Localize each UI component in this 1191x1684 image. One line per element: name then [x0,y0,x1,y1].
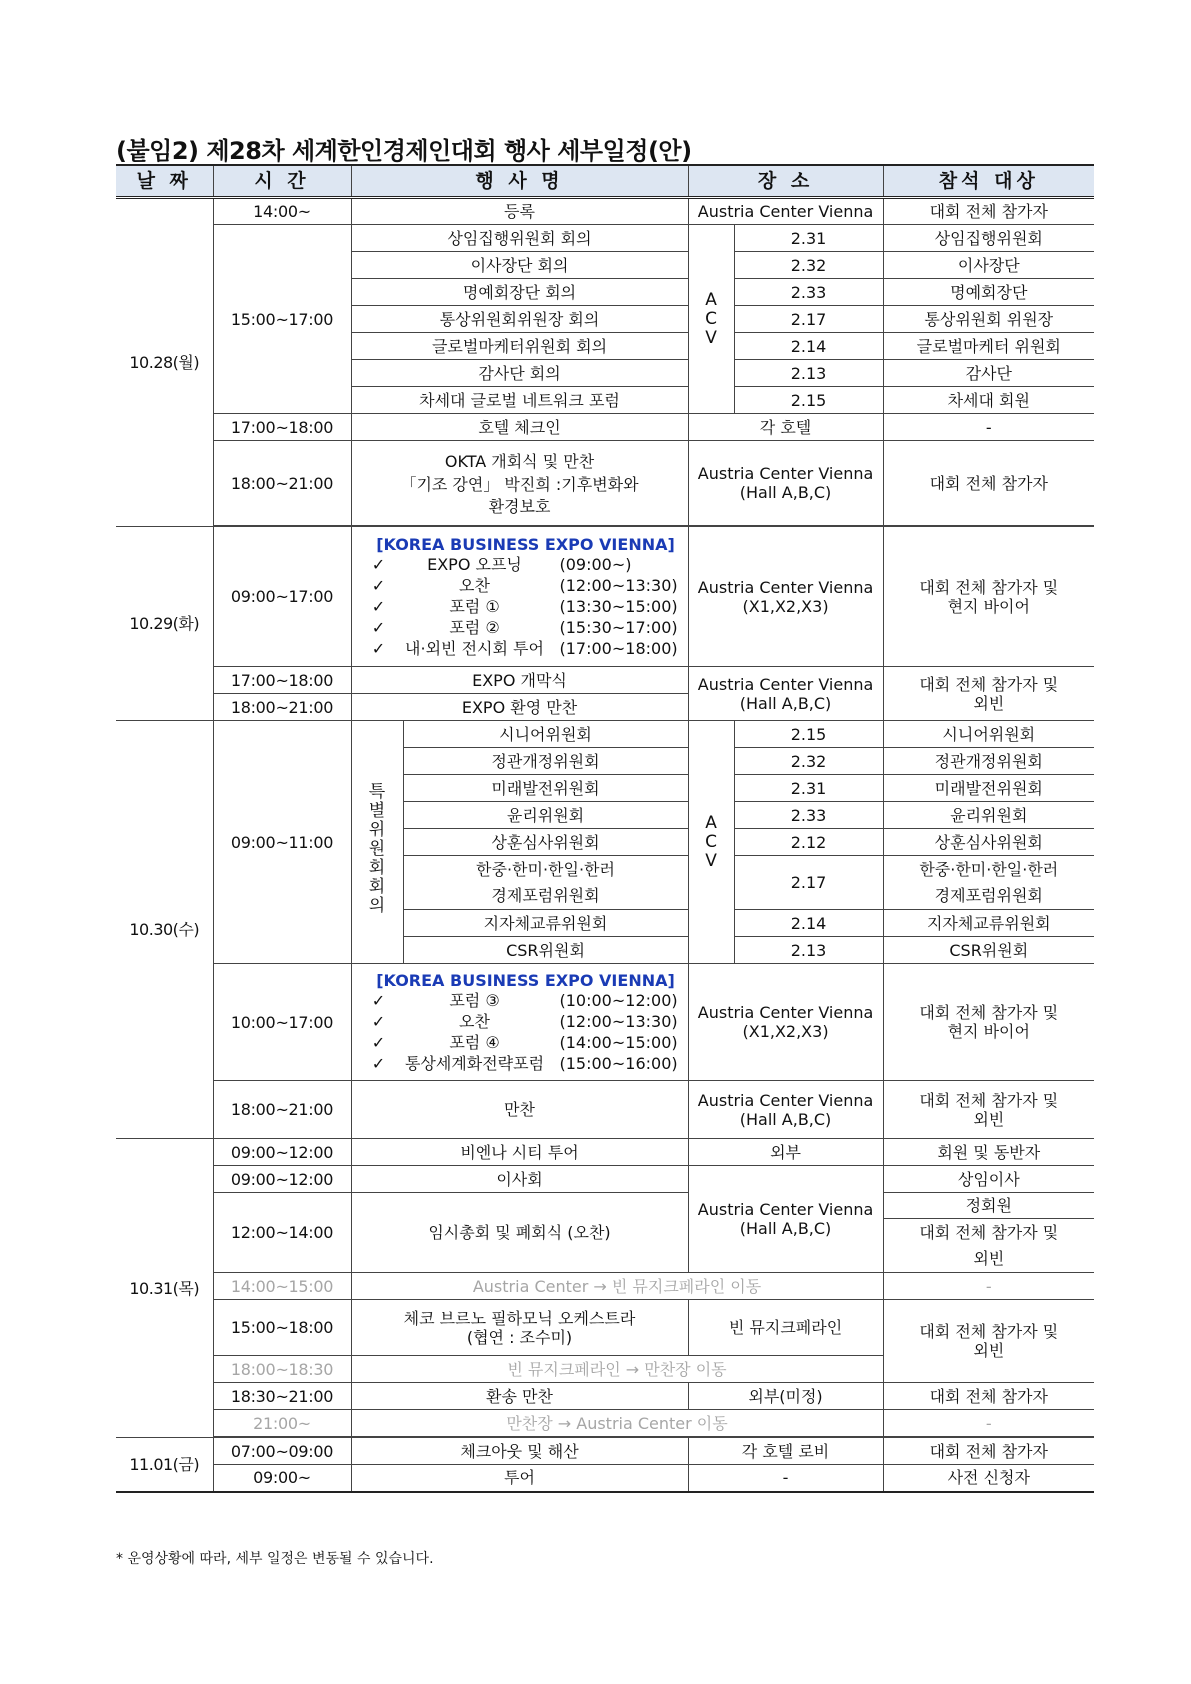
check-icon: ✓ [371,990,386,1010]
check-icon: ✓ [371,1011,386,1031]
room-cell: 2.12 [734,829,883,856]
time-cell: 21:00~ [213,1410,351,1437]
expo-item: ✓ 통상세계화전략포럼 (15:00~16:00) [368,1053,684,1074]
table-row [116,441,1094,526]
place-cell: 각 호텔 로비 [688,1438,883,1465]
place-line: Austria Center Vienna [697,464,874,483]
target-cell: 지자체교류위원회 [883,910,1094,937]
target-cell: 경제포럼위원회 [883,883,1094,910]
target-cell: 이사장단 [883,252,1094,279]
table-row [116,1438,1094,1465]
event-cell: 한중·한미·한일·한러 [403,856,688,883]
table-row [116,1081,1094,1139]
target-cell: 사전 신청자 [883,1465,1094,1492]
event-cell: 상훈심사위원회 [403,829,688,856]
place-cell [688,441,883,526]
target-cell: 상임이사 [883,1166,1094,1193]
event-cell: 빈 뮤지크페라인 → 만찬장 이동 [351,1356,883,1383]
expo-item: ✓ 오찬 (12:00~13:30) [368,575,684,596]
event-cell: 이사장단 회의 [351,252,688,279]
expo-item: ✓ 오찬 (12:00~13:30) [368,1011,684,1032]
event-cell: Austria Center → 빈 뮤지크페라인 이동 [351,1273,883,1300]
expo-program-cell [351,964,688,1081]
event-line: OKTA 개회식 및 만찬 [444,451,595,471]
target-cell: CSR위원회 [883,937,1094,964]
room-cell: 2.13 [734,360,883,387]
page-title: (붙임2) 제28차 세계한인경제인대회 행사 세부일정(안) [116,137,692,165]
time-cell: 18:00~18:30 [213,1356,351,1383]
place-cell: 외부 [688,1139,883,1166]
event-line: 「기조 강연」 박진희 :기후변화와 [400,474,639,494]
time-cell: 07:00~09:00 [213,1438,351,1465]
time-cell: 12:00~14:00 [213,1193,351,1273]
event-cell: 감사단 회의 [351,360,688,387]
event-cell: CSR위원회 [403,937,688,964]
event-cell: 차세대 글로벌 네트워크 포럼 [351,387,688,414]
table-row [116,527,1094,667]
expo-heading: [KOREA BUSINESS EXPO VIENNA] [376,970,675,990]
room-cell: 2.33 [734,802,883,829]
table-row [116,198,1094,225]
room-cell: 2.14 [734,333,883,360]
event-cell: 미래발전위원회 [403,775,688,802]
target-cell: 대회 전체 참가자 [883,198,1094,225]
time-cell: 18:00~21:00 [213,1081,351,1139]
target-cell: 통상위원회 위원장 [883,306,1094,333]
target-cell: 한중·한미·한일·한러 [883,856,1094,883]
time-cell: 09:00~17:00 [213,527,351,667]
time-cell: 17:00~18:00 [213,667,351,694]
table-row [116,225,1094,252]
room-cell: 2.15 [734,721,883,748]
table-row [116,1273,1094,1300]
room-cell: 2.14 [734,910,883,937]
table-row [116,1383,1094,1410]
place-cell: Austria Center Vienna (Hall A,B,C) [688,1081,883,1139]
event-cell: 만찬 [351,1081,688,1139]
time-cell: 18:00~21:00 [213,694,351,721]
event-cell: 상임집행위원회 회의 [351,225,688,252]
room-cell: 2.15 [734,387,883,414]
room-cell: 2.32 [734,748,883,775]
header-date: 날 짜 [116,165,213,198]
target-cell: 대회 전체 참가자 [883,1383,1094,1410]
room-cell: 2.17 [734,306,883,333]
event-cell: 지자체교류위원회 [403,910,688,937]
check-icon: ✓ [371,617,386,637]
date-cell: 11.01(금) [116,1438,213,1492]
time-cell: 17:00~18:00 [213,414,351,441]
header-target: 참석 대상 [883,165,1094,198]
target-cell: 글로벌마케터 위원회 [883,333,1094,360]
event-cell: EXPO 개막식 [351,667,688,694]
special-committee-vertical-label: 특 별 위 원 회 회 의 [351,721,403,964]
table-row [116,414,1094,441]
venue-acv-label: A C V [688,721,734,964]
time-cell: 15:00~17:00 [213,225,351,414]
target-cell: 대회 전체 참가자 [883,441,1094,526]
header-row [116,165,1094,198]
room-cell: 2.17 [734,856,883,910]
time-cell: 14:00~ [213,198,351,225]
check-icon: ✓ [371,596,386,616]
place-cell: Austria Center Vienna [688,198,883,225]
expo-program-cell [351,527,688,667]
place-cell: Austria Center Vienna (X1,X2,X3) [688,527,883,667]
target-cell: 정관개정위원회 [883,748,1094,775]
target-cell: - [883,1410,1094,1437]
header-place: 장 소 [688,165,883,198]
expo-item: ✓ EXPO 오프닝 (09:00~) [368,554,684,575]
check-icon: ✓ [371,575,386,595]
check-icon: ✓ [371,554,386,574]
target-cell: - [883,1273,1094,1300]
date-cell: 10.28(월) [116,198,213,527]
place-cell: 각 호텔 [688,414,883,441]
room-cell: 2.13 [734,937,883,964]
expo-item: ✓ 내·외빈 전시회 투어 (17:00~18:00) [368,638,684,659]
target-cell: 대회 전체 참가자 및 외빈 [883,667,1094,721]
room-cell: 2.33 [734,279,883,306]
target-cell: 대회 전체 참가자 및 외빈 [883,1081,1094,1139]
table-row [116,1300,1094,1356]
expo-item: ✓ 포럼 ③ (10:00~12:00) [368,990,684,1011]
expo-item: ✓ 포럼 ④ (14:00~15:00) [368,1032,684,1053]
expo-item: ✓ 포럼 ① (13:30~15:00) [368,596,684,617]
target-cell: 감사단 [883,360,1094,387]
target-cell: 대회 전체 참가자 및 현지 바이어 [883,527,1094,667]
event-cell: 통상위원회위원장 회의 [351,306,688,333]
room-cell: 2.31 [734,775,883,802]
target-cell: 외빈 [883,1246,1094,1273]
place-line: (Hall A,B,C) [739,483,832,502]
date-cell: 10.31(목) [116,1139,213,1438]
target-cell: 대회 전체 참가자 및 [883,1219,1094,1246]
expo-heading: [KOREA BUSINESS EXPO VIENNA] [376,534,675,554]
event-cell: 호텔 체크인 [351,414,688,441]
event-cell: 체코 브르노 필하모닉 오케스트라 (협연 : 조수미) [351,1300,688,1356]
event-cell: 투어 [351,1465,688,1492]
target-cell: 정회원 [883,1193,1094,1219]
check-icon: ✓ [371,1032,386,1052]
table-row [116,721,1094,748]
time-cell: 09:00~12:00 [213,1166,351,1193]
room-cell: 2.32 [734,252,883,279]
event-cell: 등록 [351,198,688,225]
target-cell: 미래발전위원회 [883,775,1094,802]
schedule-table [116,164,1094,1493]
date-cell: 10.30(수) [116,721,213,1139]
event-cell: EXPO 환영 만찬 [351,694,688,721]
check-icon: ✓ [371,1053,386,1073]
place-cell: Austria Center Vienna (Hall A,B,C) [688,1166,883,1273]
event-cell: 윤리위원회 [403,802,688,829]
header-event: 행 사 명 [351,165,688,198]
time-cell: 09:00~12:00 [213,1139,351,1166]
event-cell: 경제포럼위원회 [403,883,688,910]
target-cell: 회원 및 동반자 [883,1139,1094,1166]
table-row [116,1193,1094,1219]
target-cell: 시니어위원회 [883,721,1094,748]
header-time: 시 간 [213,165,351,198]
time-cell: 14:00~15:00 [213,1273,351,1300]
table-row [116,1465,1094,1492]
event-cell: 체크아웃 및 해산 [351,1438,688,1465]
target-cell: 명예회장단 [883,279,1094,306]
place-cell: Austria Center Vienna (Hall A,B,C) [688,667,883,721]
place-cell: - [688,1465,883,1492]
event-cell [351,441,688,526]
event-cell: 이사회 [351,1166,688,1193]
time-cell: 09:00~ [213,1465,351,1492]
room-cell: 2.31 [734,225,883,252]
target-cell: 대회 전체 참가자 [883,1438,1094,1465]
target-cell: 차세대 회원 [883,387,1094,414]
time-cell: 18:30~21:00 [213,1383,351,1410]
target-cell: 대회 전체 참가자 및 현지 바이어 [883,964,1094,1081]
event-cell: 만찬장 → Austria Center 이동 [351,1410,883,1437]
table-row [116,964,1094,1081]
event-cell: 환송 만찬 [351,1383,688,1410]
table-row [116,667,1094,694]
event-cell: 시니어위원회 [403,721,688,748]
time-cell: 18:00~21:00 [213,441,351,526]
target-cell: 대회 전체 참가자 및 외빈 [883,1300,1094,1383]
time-cell: 10:00~17:00 [213,964,351,1081]
place-cell: Austria Center Vienna (X1,X2,X3) [688,964,883,1081]
event-cell: 명예회장단 회의 [351,279,688,306]
place-cell: 외부(미정) [688,1383,883,1410]
venue-acv-label: A C V [688,225,734,414]
target-cell: - [883,414,1094,441]
target-cell: 상훈심사위원회 [883,829,1094,856]
table-row [116,1166,1094,1193]
event-line: 환경보호 [488,496,551,516]
table-row [116,1410,1094,1437]
time-cell: 09:00~11:00 [213,721,351,964]
place-cell: 빈 뮤지크페라인 [688,1300,883,1356]
expo-item: ✓ 포럼 ② (15:30~17:00) [368,617,684,638]
date-cell: 10.29(화) [116,527,213,721]
event-cell: 글로벌마케터위원회 회의 [351,333,688,360]
target-cell: 상임집행위원회 [883,225,1094,252]
event-cell: 비엔나 시티 투어 [351,1139,688,1166]
table-row [116,1139,1094,1166]
event-cell: 정관개정위원회 [403,748,688,775]
time-cell: 15:00~18:00 [213,1300,351,1356]
event-cell: 임시총회 및 폐회식 (오찬) [351,1193,688,1273]
target-cell: 윤리위원회 [883,802,1094,829]
check-icon: ✓ [371,638,386,658]
footnote: * 운영상황에 따라, 세부 일정은 변동될 수 있습니다. [116,1551,434,1567]
